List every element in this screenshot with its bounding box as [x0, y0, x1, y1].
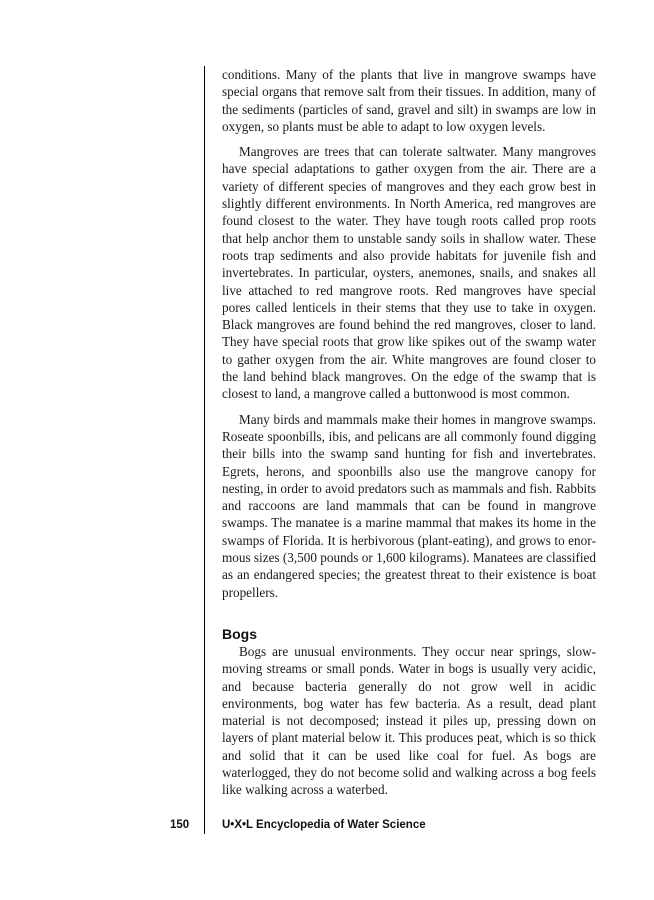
paragraph-mangrove-wildlife: Many birds and mammals make their homes in mangrove swamps. Roseate spoonbills, ibis, and pelicans are all commonly found digging their bills into the swamp sand hunting for fish and invertebrates. Egrets, herons, and spoonbills also use the mangrove canopy for nesting, in order to avoid predators such as mammals and fish. Rabbits and raccoons are land mammals that can be found in mangrove swamps. The manatee is a marine mammal that makes its home in the swamps of Florida. It is herbivorous (plant-eating), and grows to enormous sizes (3,500 pounds or 1,600 kilograms). Manatees are classified as an endangered species; the greatest threat to their existence is boat propellers. — [222, 411, 596, 600]
section-heading-bogs: Bogs — [222, 625, 257, 642]
body-text-column — [222, 66, 596, 799]
paragraph-continuation: conditions. Many of the plants that live in mangrove swamps have special organs that remove salt from their tissues. In addition, many of the sediments (particles of sand, gravel and silt) in swamps are low in oxygen, so plants must be able to adapt to low oxygen levels. — [222, 67, 596, 134]
running-footer-title: U•X•L Encyclopedia of Water Science — [222, 819, 426, 831]
paragraph-mangroves: Mangroves are trees that can tolerate saltwater. Many mangroves have special adaptations to gather oxygen from the air. There are a variety of different species of mangroves and they each grow best in slightly different environments. In North America, red mangroves are found closest to the water. They have tough roots called prop roots that help anchor them to unstable sandy soils in shallow water. These roots trap sediments and also provide habitats for juvenile fish and invertebrates. In particular, oysters, anemones, snails, and snakes all live attached to red mangrove roots. Red mangroves have special pores called lenticels in their stems that they use to take in oxygen. Black mangroves are found behind the red mangroves, closer to land. They have special roots that grow like spikes out of the swamp water to gather oxygen from the air. White mangroves are found closer to the land behind black mangroves. On the edge of the swamp that is closest to land, a mangrove called a buttonwood is most common. — [222, 144, 596, 402]
page-number: 150 — [170, 819, 190, 831]
margin-rule — [204, 66, 205, 834]
paragraph-bogs: Bogs are unusual environments. They occur near springs, slow-moving streams or small ponds. Water in bogs is usually very acidic, and because bacteria generally do not grow well in acidic environments, bog water has few bacteria. As a result, dead plant material is not decomposed; instead it piles up, pressing down on layers of plant material below it. This produces peat, which is so thick and solid that it can be used like coal for fuel. As bogs are waterlogged, they do not become solid and walking across a bog feels like walking across a waterbed. — [222, 643, 596, 798]
